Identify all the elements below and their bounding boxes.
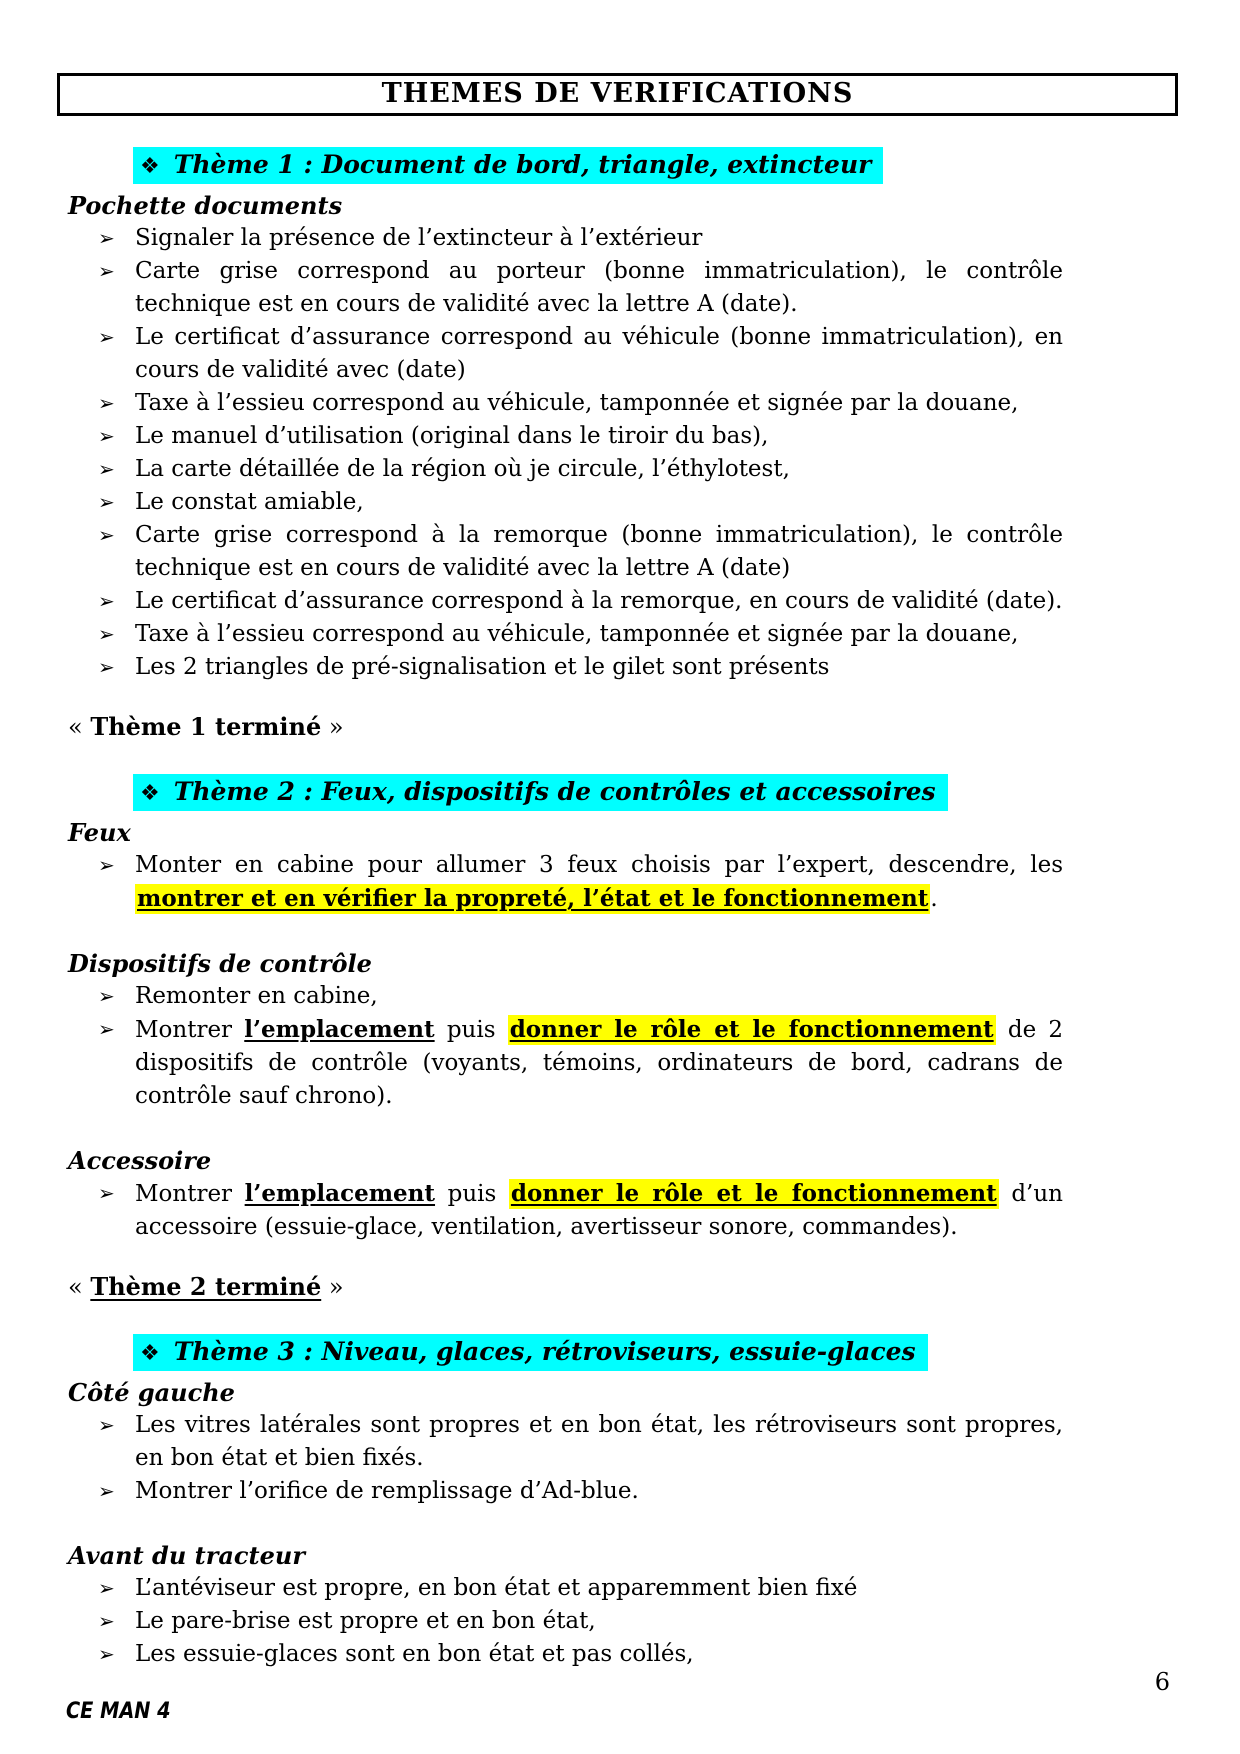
arrow-bullet-icon: ➢ — [98, 655, 115, 679]
text-segment: de 2 dispositifs de contrôle (voyants, témoins, ordinateurs de bord, cadrans de contrôle sauf chrono). — [135, 1017, 1063, 1109]
text-segment: d’un accessoire (essuie-glace, ventilation, avertisseur sonore, commandes). — [135, 1181, 1063, 1240]
text-segment: . — [930, 886, 938, 912]
arrow-bullet-icon: ➢ — [98, 622, 115, 646]
diamond-bullet-icon: ❖ — [140, 781, 160, 806]
text-segment: montrer et en vérifier la propreté, l’état et le fonctionnement — [137, 885, 929, 912]
subsection-title-pochette-documents: Pochette documents — [68, 191, 343, 220]
bullet-list-cote-gauche — [68, 1409, 1063, 1508]
arrow-bullet-icon: ➢ — [98, 424, 115, 448]
list-item — [68, 1605, 1063, 1638]
text-segment: Les vitres latérales sont propres et en bon état, les rétroviseurs sont propres, en bon état et bien fixés. — [135, 1412, 1063, 1471]
arrow-bullet-icon: ➢ — [98, 984, 115, 1008]
arrow-bullet-icon: ➢ — [98, 1479, 115, 1503]
text-segment: La carte détaillée de la région où je circule, l’éthylotest, — [135, 456, 790, 482]
theme-2-closing — [68, 1270, 1063, 1304]
list-item — [68, 980, 1063, 1013]
list-item — [68, 618, 1063, 651]
arrow-bullet-icon: ➢ — [98, 1642, 115, 1666]
theme-3-title: Thème 3 : Niveau, glaces, rétroviseurs, essuie-glaces — [173, 1337, 916, 1366]
cyan-highlight — [133, 1334, 928, 1371]
text-segment: Remonter en cabine, — [135, 983, 378, 1009]
list-item — [68, 387, 1063, 420]
cyan-highlight — [133, 774, 948, 811]
text-segment: Signaler la présence de l’extincteur à l’extérieur — [135, 225, 703, 251]
text-segment: Monter en cabine pour allumer 3 feux choisis par l’expert, descendre, les — [135, 852, 1063, 878]
list-item — [68, 420, 1063, 453]
list-item — [68, 486, 1063, 519]
text-segment: Le constat amiable, — [135, 489, 364, 515]
text-segment: l’emplacement — [244, 1016, 435, 1043]
list-item — [68, 1475, 1063, 1508]
arrow-bullet-icon: ➢ — [98, 1181, 115, 1205]
arrow-bullet-icon: ➢ — [98, 226, 115, 250]
subsection-title-dispositifs: Dispositifs de contrôle — [68, 949, 372, 978]
bullet-list-dispositifs — [68, 980, 1063, 1113]
diamond-bullet-icon: ❖ — [140, 1341, 160, 1366]
text-segment: puis — [434, 1017, 508, 1043]
arrow-bullet-icon: ➢ — [98, 391, 115, 415]
text-segment: Les essuie-glaces sont en bon état et pas collés, — [135, 1641, 694, 1667]
text-segment: Le pare-brise est propre et en bon état, — [135, 1608, 596, 1634]
list-item — [68, 1013, 1063, 1113]
text-segment: donner le rôle et le fonctionnement — [509, 1016, 994, 1043]
text-segment: L’antéviseur est propre, en bon état et apparemment bien fixé — [135, 1575, 858, 1601]
list-item — [68, 519, 1063, 585]
theme-2-title: Thème 2 : Feux, dispositifs de contrôles et accessoires — [173, 777, 936, 806]
arrow-bullet-icon: ➢ — [98, 325, 115, 349]
text-segment: Carte grise correspond au porteur (bonne immatriculation), le contrôle technique est en cours de validité avec la lettre A (date). — [135, 258, 1063, 317]
arrow-bullet-icon: ➢ — [98, 523, 115, 547]
bullet-list-pochette-documents — [68, 222, 1063, 684]
close-quote: » — [328, 713, 344, 741]
open-quote: « — [68, 713, 83, 741]
list-item — [68, 1177, 1063, 1244]
list-item — [68, 1638, 1063, 1671]
open-quote: « — [68, 1273, 83, 1301]
page-number: 6 — [1154, 1668, 1170, 1696]
arrow-bullet-icon: ➢ — [98, 589, 115, 613]
text-segment: Montrer l’orifice de remplissage d’Ad-blue. — [135, 1478, 639, 1504]
text-segment: Taxe à l’essieu correspond au véhicule, tamponnée et signée par la douane, — [135, 390, 1019, 416]
list-item — [68, 585, 1063, 618]
text-segment: Le manuel d’utilisation (original dans le tiroir du bas), — [135, 423, 769, 449]
text-segment: Montrer — [135, 1181, 245, 1207]
theme-3-heading — [133, 1334, 1063, 1372]
theme-2-heading — [133, 774, 1063, 812]
subsection-title-accessoire: Accessoire — [68, 1146, 212, 1175]
text-segment: donner le rôle et le fonctionnement — [510, 1180, 997, 1207]
closing-text: Thème 1 terminé — [90, 712, 322, 741]
list-item — [68, 453, 1063, 486]
list-item — [68, 321, 1063, 387]
list-item — [68, 1409, 1063, 1475]
text-segment: Les 2 triangles de pré-signalisation et le gilet sont présents — [135, 654, 830, 680]
subsection-title-avant-tracteur: Avant du tracteur — [68, 1541, 305, 1570]
diamond-bullet-icon: ❖ — [140, 154, 160, 179]
arrow-bullet-icon: ➢ — [98, 1576, 115, 1600]
arrow-bullet-icon: ➢ — [98, 1413, 115, 1437]
list-item — [68, 255, 1063, 321]
text-segment: Montrer — [135, 1017, 245, 1043]
page-title: THEMES DE VERIFICATIONS — [381, 78, 854, 109]
list-item — [68, 222, 1063, 255]
theme-1-section — [68, 147, 1063, 744]
text-segment: puis — [435, 1181, 509, 1207]
arrow-bullet-icon: ➢ — [98, 259, 115, 283]
arrow-bullet-icon: ➢ — [98, 1017, 115, 1041]
text-segment: Le certificat d’assurance correspond à la remorque, en cours de validité (date). — [135, 588, 1063, 614]
list-item — [68, 651, 1063, 684]
arrow-bullet-icon: ➢ — [98, 457, 115, 481]
theme-1-title: Thème 1 : Document de bord, triangle, extincteur — [173, 150, 872, 179]
closing-text: Thème 2 terminé — [90, 1272, 322, 1301]
theme-2-section — [68, 774, 1063, 1304]
arrow-bullet-icon: ➢ — [98, 1609, 115, 1633]
text-segment: Taxe à l’essieu correspond au véhicule, tamponnée et signée par la douane, — [135, 621, 1019, 647]
theme-1-closing — [68, 710, 1063, 744]
close-quote: » — [328, 1273, 344, 1301]
arrow-bullet-icon: ➢ — [98, 853, 115, 877]
theme-3-section — [68, 1334, 1063, 1671]
subsection-title-cote-gauche: Côté gauche — [68, 1378, 235, 1407]
bullet-list-feux — [68, 849, 1063, 916]
title-box — [57, 73, 1178, 116]
content-column — [68, 147, 1063, 1671]
theme-1-heading — [133, 147, 1063, 185]
text-segment: l’emplacement — [244, 1180, 436, 1207]
subsection-title-feux: Feux — [68, 818, 131, 847]
text-segment: Le certificat d’assurance correspond au véhicule (bonne immatriculation), en cours de validité avec (date) — [135, 324, 1063, 383]
arrow-bullet-icon: ➢ — [98, 490, 115, 514]
cyan-highlight — [133, 147, 883, 184]
bullet-list-avant-tracteur — [68, 1572, 1063, 1671]
document-code: CE MAN 4 — [66, 1698, 171, 1724]
list-item — [68, 849, 1063, 916]
bullet-list-accessoire — [68, 1177, 1063, 1244]
list-item — [68, 1572, 1063, 1605]
text-segment: Carte grise correspond à la remorque (bonne immatriculation), le contrôle technique est en cours de validité avec la lettre A (date) — [135, 522, 1063, 581]
